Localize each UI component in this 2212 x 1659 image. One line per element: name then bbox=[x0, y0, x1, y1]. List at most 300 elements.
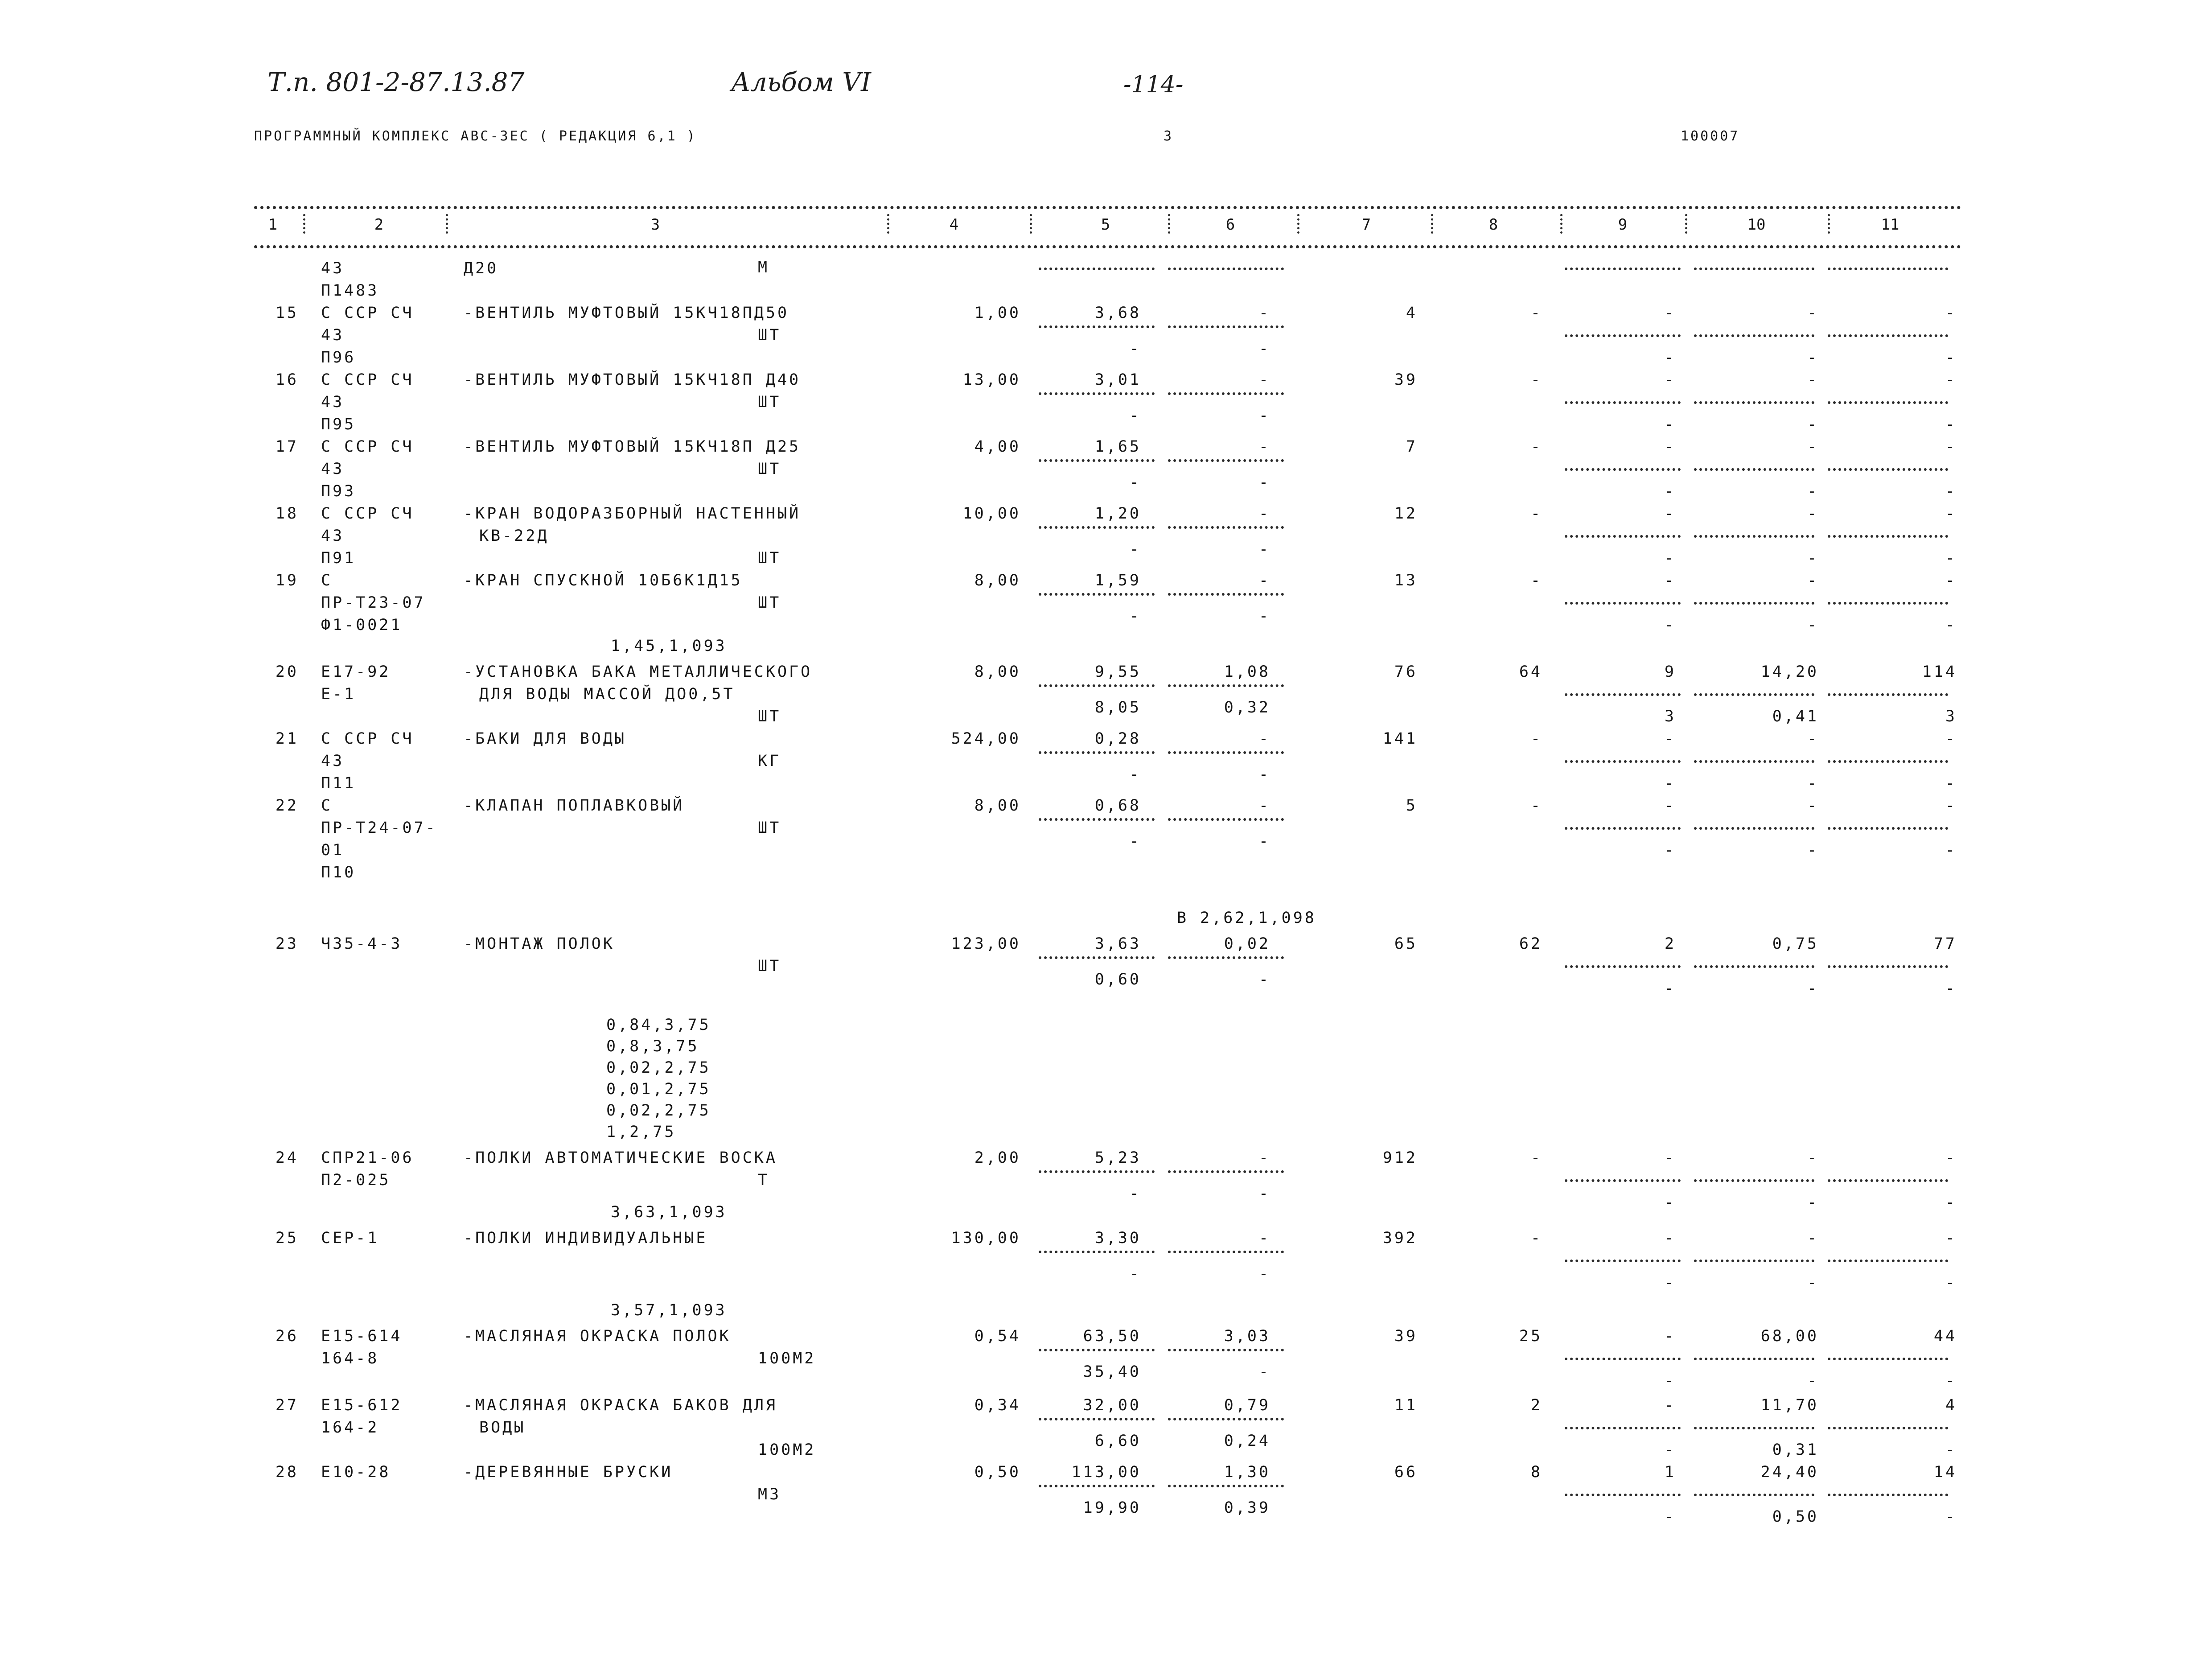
dotted-subtotal-line bbox=[1039, 593, 1155, 596]
project-reference: Т.п. 801-2-87.13.87 bbox=[267, 67, 525, 97]
dotted-subtotal-line bbox=[1694, 334, 1814, 337]
dotted-subtotal-line bbox=[1168, 268, 1284, 270]
dotted-subtotal-line bbox=[1828, 1494, 1948, 1496]
coefficient-line: 0,02,2,75 bbox=[606, 1102, 711, 1120]
column-number: 7 bbox=[1361, 216, 1371, 234]
rate-code-extra: Ф1-0021 bbox=[321, 616, 403, 634]
rate-code-extra: ПР-Т23-07 bbox=[321, 594, 426, 612]
unit: ШТ bbox=[758, 393, 781, 411]
program-title: ПРОГРАММНЫЙ КОМПЛЕКС АВС-3ЕС ( РЕДАКЦИЯ 6,1 ) bbox=[254, 128, 697, 144]
dotted-subtotal-line bbox=[1039, 684, 1155, 687]
unit-cost: 113,00 bbox=[1071, 1463, 1141, 1481]
total-labor-machinists: - bbox=[1945, 549, 1957, 567]
total-labor: 14 bbox=[1933, 1463, 1957, 1481]
unit-cost: 63,50 bbox=[1083, 1327, 1141, 1345]
total-labor: 44 bbox=[1933, 1327, 1957, 1345]
dotted-subtotal-line bbox=[1168, 392, 1284, 395]
dotted-subtotal-line bbox=[1039, 268, 1155, 270]
quantity: 130,00 bbox=[951, 1229, 1021, 1247]
machine-cost-wages: - bbox=[1258, 766, 1270, 783]
total-cost: 39 bbox=[1394, 1327, 1418, 1345]
total-cost: 141 bbox=[1382, 730, 1418, 748]
labor-cost: 25 bbox=[1519, 1327, 1542, 1345]
operation-wages: - bbox=[1664, 1372, 1676, 1390]
total-cost: 11 bbox=[1394, 1396, 1418, 1414]
unit-cost-wages: - bbox=[1129, 832, 1141, 850]
coefficient-line: 0,02,2,75 bbox=[606, 1059, 711, 1077]
total-labor-machinists: 3 bbox=[1945, 708, 1957, 725]
work-description: -МОНТАЖ ПОЛОК bbox=[464, 935, 615, 953]
machine-cost-wages: - bbox=[1258, 540, 1270, 558]
rate-code: Ч35-4-3 bbox=[321, 935, 403, 953]
dotted-subtotal-line bbox=[1828, 468, 1948, 471]
machine-cost-wages: - bbox=[1258, 607, 1270, 625]
dotted-subtotal-line bbox=[1694, 1358, 1814, 1360]
unit-cost: 9,55 bbox=[1094, 663, 1141, 681]
total-labor-machinists: - bbox=[1945, 1508, 1957, 1526]
machine-cost: - bbox=[1258, 304, 1270, 322]
rate-code-extra: П11 bbox=[321, 774, 356, 792]
labor-cost: - bbox=[1530, 1229, 1542, 1247]
dotted-subtotal-line bbox=[1565, 1358, 1681, 1360]
unit-cost: 1,59 bbox=[1094, 572, 1141, 589]
total-labor-machinists: - bbox=[1945, 482, 1957, 500]
operation-cost: 1 bbox=[1664, 1463, 1676, 1481]
labor-hours: 24,40 bbox=[1760, 1463, 1819, 1481]
column-number: 8 bbox=[1488, 216, 1498, 234]
rate-code-extra: П95 bbox=[321, 416, 356, 433]
row-number: 20 bbox=[275, 663, 299, 681]
total-cost: 12 bbox=[1394, 505, 1418, 523]
dotted-subtotal-line bbox=[1168, 1170, 1284, 1173]
rate-code-extra: П2-025 bbox=[321, 1171, 391, 1189]
rate-code-extra: П96 bbox=[321, 349, 356, 366]
dotted-subtotal-line bbox=[1039, 1170, 1155, 1173]
dotted-subtotal-line bbox=[1828, 965, 1948, 968]
machine-cost: - bbox=[1258, 1149, 1270, 1167]
total-labor: - bbox=[1945, 730, 1957, 748]
sheet-number: 3 bbox=[1164, 128, 1174, 144]
dotted-subtotal-line bbox=[1828, 334, 1948, 337]
machine-cost-wages: - bbox=[1258, 1363, 1270, 1381]
dotted-subtotal-line bbox=[1039, 1418, 1155, 1420]
total-labor: - bbox=[1945, 505, 1957, 523]
machine-cost: - bbox=[1258, 438, 1270, 456]
total-cost: 65 bbox=[1394, 935, 1418, 953]
dotted-subtotal-line bbox=[1828, 1358, 1948, 1360]
rate-code-extra: 164-8 bbox=[321, 1350, 379, 1367]
unit: Т bbox=[758, 1171, 770, 1189]
operation-cost: - bbox=[1664, 438, 1676, 456]
coefficient-line: 0,01,2,75 bbox=[606, 1080, 711, 1098]
dotted-subtotal-line bbox=[1565, 334, 1681, 337]
unit-cost-wages: - bbox=[1129, 1265, 1141, 1283]
dotted-subtotal-line bbox=[1565, 760, 1681, 763]
row-number: 25 bbox=[275, 1229, 299, 1247]
operation-wages: - bbox=[1664, 841, 1676, 859]
dotted-subtotal-line bbox=[1565, 535, 1681, 538]
total-labor: - bbox=[1945, 1149, 1957, 1167]
quantity: 524,00 bbox=[951, 730, 1021, 748]
unit: ШТ bbox=[758, 708, 781, 725]
total-cost: 39 bbox=[1394, 371, 1418, 389]
quantity: 8,00 bbox=[974, 572, 1021, 589]
machine-cost-wages: 0,24 bbox=[1224, 1432, 1270, 1450]
operation-cost: - bbox=[1664, 730, 1676, 748]
column-number: 2 bbox=[374, 216, 384, 234]
unit-cost-wages: - bbox=[1129, 407, 1141, 424]
labor-hours-machinists: - bbox=[1807, 416, 1819, 433]
operation-wages: - bbox=[1664, 1274, 1676, 1292]
row-number: 27 bbox=[275, 1396, 299, 1414]
machine-cost: - bbox=[1258, 797, 1270, 815]
dotted-subtotal-line bbox=[1168, 818, 1284, 821]
unit-cost: 0,28 bbox=[1094, 730, 1141, 748]
dotted-subtotal-line bbox=[1168, 751, 1284, 754]
total-labor: - bbox=[1945, 797, 1957, 815]
labor-hours: 0,75 bbox=[1772, 935, 1819, 953]
rate-code-extra: Е-1 bbox=[321, 685, 356, 703]
labor-hours: 68,00 bbox=[1760, 1327, 1819, 1345]
rate-code-extra: П1483 bbox=[321, 282, 379, 300]
unit: ШТ bbox=[758, 326, 781, 344]
machine-cost: - bbox=[1258, 572, 1270, 589]
operation-wages: - bbox=[1664, 980, 1676, 997]
work-description: -КРАН ВОДОРАЗБОРНЫЙ НАСТЕННЫЙ bbox=[464, 505, 801, 523]
labor-hours: - bbox=[1807, 1149, 1819, 1167]
total-labor-machinists: - bbox=[1945, 349, 1957, 366]
dotted-subtotal-line bbox=[1039, 1485, 1155, 1487]
dotted-subtotal-line bbox=[1565, 401, 1681, 404]
work-description: -ПОЛКИ АВТОМАТИЧЕСКИЕ ВОСКА bbox=[464, 1149, 777, 1167]
labor-cost: - bbox=[1530, 730, 1542, 748]
unit-cost: 1,20 bbox=[1094, 505, 1141, 523]
column-number: 10 bbox=[1747, 216, 1766, 234]
rate-code: Е15-612 bbox=[321, 1396, 403, 1414]
operation-wages: - bbox=[1664, 416, 1676, 433]
dotted-subtotal-line bbox=[1565, 693, 1681, 696]
labor-hours-machinists: 0,31 bbox=[1772, 1441, 1819, 1459]
labor-hours-machinists: 0,41 bbox=[1772, 708, 1819, 725]
column-number: 6 bbox=[1225, 216, 1235, 234]
column-separator bbox=[1030, 214, 1034, 234]
coefficient-line: 1,45,1,093 bbox=[611, 637, 727, 655]
unit: М bbox=[758, 259, 770, 276]
dotted-subtotal-line bbox=[1168, 526, 1284, 529]
labor-hours-machinists: - bbox=[1807, 1372, 1819, 1390]
total-labor-machinists: - bbox=[1945, 1274, 1957, 1292]
work-description-cont: ДЛЯ ВОДЫ МАССОЙ ДО0,5Т bbox=[479, 685, 735, 703]
row-number: 15 bbox=[275, 304, 299, 322]
dotted-subtotal-line bbox=[1828, 1427, 1948, 1429]
rate-code-extra: П91 bbox=[321, 549, 356, 567]
operation-cost: 2 bbox=[1664, 935, 1676, 953]
labor-cost: - bbox=[1530, 438, 1542, 456]
labor-hours: - bbox=[1807, 797, 1819, 815]
machine-cost-wages: - bbox=[1258, 1265, 1270, 1283]
quantity: 13,00 bbox=[962, 371, 1021, 389]
unit: ШТ bbox=[758, 819, 781, 837]
total-labor-machinists: - bbox=[1945, 1372, 1957, 1390]
machine-cost: 1,08 bbox=[1224, 663, 1270, 681]
unit-cost-wages: 0,60 bbox=[1094, 971, 1141, 988]
work-description: -КРАН СПУСКНОЙ 10Б6К1Д15 bbox=[464, 572, 743, 589]
column-separator bbox=[1168, 214, 1172, 234]
total-cost: 392 bbox=[1382, 1229, 1418, 1247]
total-cost: 66 bbox=[1394, 1463, 1418, 1481]
unit: ШТ bbox=[758, 594, 781, 612]
machine-cost-wages: - bbox=[1258, 407, 1270, 424]
coefficient-line: 0,8,3,75 bbox=[606, 1037, 699, 1055]
machine-cost: - bbox=[1258, 730, 1270, 748]
machine-cost-wages: - bbox=[1258, 832, 1270, 850]
dotted-subtotal-line bbox=[1828, 827, 1948, 830]
quantity: 1,00 bbox=[974, 304, 1021, 322]
total-labor: - bbox=[1945, 438, 1957, 456]
unit-cost-wages: 6,60 bbox=[1094, 1432, 1141, 1450]
dotted-subtotal-line bbox=[1565, 1260, 1681, 1262]
dotted-subtotal-line bbox=[1039, 818, 1155, 821]
dotted-subtotal-line bbox=[1168, 1349, 1284, 1351]
column-separator bbox=[1560, 214, 1565, 234]
labor-cost: - bbox=[1530, 1149, 1542, 1167]
dotted-subtotal-line bbox=[1565, 468, 1681, 471]
labor-hours-machinists: - bbox=[1807, 549, 1819, 567]
column-number: 11 bbox=[1881, 216, 1900, 234]
dotted-subtotal-line bbox=[1694, 1179, 1814, 1182]
operation-wages: - bbox=[1664, 482, 1676, 500]
dotted-subtotal-line bbox=[1828, 1260, 1948, 1262]
rate-code-extra: 43 bbox=[321, 527, 345, 545]
column-separator bbox=[1431, 214, 1435, 234]
labor-hours-machinists: - bbox=[1807, 1194, 1819, 1211]
dotted-subtotal-line bbox=[1039, 956, 1155, 959]
row-number: 16 bbox=[275, 371, 299, 389]
column-number: 1 bbox=[268, 216, 278, 234]
column-separator bbox=[1685, 214, 1690, 234]
album-label: Альбом VI bbox=[731, 67, 872, 97]
total-labor-machinists: - bbox=[1945, 841, 1957, 859]
labor-cost: - bbox=[1530, 797, 1542, 815]
labor-hours-machinists: - bbox=[1807, 1274, 1819, 1292]
dotted-subtotal-line bbox=[1039, 751, 1155, 754]
column-separator bbox=[446, 214, 450, 234]
dotted-subtotal-line bbox=[1565, 827, 1681, 830]
dotted-subtotal-line bbox=[1694, 1427, 1814, 1429]
dotted-subtotal-line bbox=[1039, 392, 1155, 395]
dotted-subtotal-line bbox=[1565, 1179, 1681, 1182]
operation-cost: - bbox=[1664, 1229, 1676, 1247]
total-labor: - bbox=[1945, 304, 1957, 322]
machine-cost: - bbox=[1258, 1229, 1270, 1247]
unit: 100М2 bbox=[758, 1441, 816, 1459]
rate-code-extra: 43 bbox=[321, 460, 345, 478]
dotted-subtotal-line bbox=[1168, 1418, 1284, 1420]
operation-cost: - bbox=[1664, 304, 1676, 322]
total-cost: 7 bbox=[1406, 438, 1418, 456]
operation-wages: - bbox=[1664, 549, 1676, 567]
unit-cost: 0,68 bbox=[1094, 797, 1141, 815]
work-description: -ДЕРЕВЯННЫЕ БРУСКИ bbox=[464, 1463, 673, 1481]
machine-cost-wages: - bbox=[1258, 473, 1270, 491]
labor-hours-machinists: - bbox=[1807, 616, 1819, 634]
labor-hours-machinists: - bbox=[1807, 841, 1819, 859]
operation-cost: - bbox=[1664, 797, 1676, 815]
dotted-subtotal-line bbox=[1565, 602, 1681, 605]
quantity: 123,00 bbox=[951, 935, 1021, 953]
page-number: -114- bbox=[1123, 71, 1184, 98]
unit-cost-wages: 8,05 bbox=[1094, 699, 1141, 716]
machine-cost-wages: - bbox=[1258, 1185, 1270, 1202]
labor-hours: 11,70 bbox=[1760, 1396, 1819, 1414]
operation-cost: 9 bbox=[1664, 663, 1676, 681]
row-number: 23 bbox=[275, 935, 299, 953]
operation-wages: - bbox=[1664, 1194, 1676, 1211]
dotted-subtotal-line bbox=[1694, 535, 1814, 538]
dotted-subtotal-line bbox=[1694, 1494, 1814, 1496]
quantity: 4,00 bbox=[974, 438, 1021, 456]
rate-code: Е15-614 bbox=[321, 1327, 403, 1345]
coefficient-line: 1,2,75 bbox=[606, 1123, 676, 1141]
labor-hours: - bbox=[1807, 371, 1819, 389]
rate-code-extra: 164-2 bbox=[321, 1419, 379, 1437]
labor-cost: - bbox=[1530, 304, 1542, 322]
dotted-subtotal-line bbox=[1694, 693, 1814, 696]
total-cost: 4 bbox=[1406, 304, 1418, 322]
unit: КГ bbox=[758, 752, 781, 770]
document-code: 100007 bbox=[1681, 128, 1740, 144]
unit-cost: 5,23 bbox=[1094, 1149, 1141, 1167]
work-description: -ВЕНТИЛЬ МУФТОВЫЙ 15КЧ18П Д25 bbox=[464, 438, 801, 456]
labor-cost: 64 bbox=[1519, 663, 1542, 681]
dotted-subtotal-line bbox=[1565, 1494, 1681, 1496]
dotted-subtotal-line bbox=[1168, 684, 1284, 687]
column-number: 3 bbox=[650, 216, 660, 234]
table-top-rule bbox=[254, 206, 1961, 209]
labor-cost: - bbox=[1530, 505, 1542, 523]
quantity: 0,34 bbox=[974, 1396, 1021, 1414]
row-number: 22 bbox=[275, 797, 299, 815]
labor-hours: - bbox=[1807, 505, 1819, 523]
table-header-rule bbox=[254, 245, 1961, 248]
coefficient-line: 3,63,1,093 bbox=[611, 1203, 727, 1221]
labor-hours-machinists: - bbox=[1807, 349, 1819, 366]
quantity: 2,00 bbox=[974, 1149, 1021, 1167]
dotted-subtotal-line bbox=[1039, 325, 1155, 328]
dotted-subtotal-line bbox=[1694, 268, 1814, 270]
rate-code-extra: П10 bbox=[321, 864, 356, 881]
operation-cost: - bbox=[1664, 1327, 1676, 1345]
work-description: -МАСЛЯНАЯ ОКРАСКА БАКОВ ДЛЯ bbox=[464, 1396, 777, 1414]
rate-code-extra: 43 bbox=[321, 393, 345, 411]
dotted-subtotal-line bbox=[1039, 526, 1155, 529]
total-labor-machinists: - bbox=[1945, 416, 1957, 433]
dotted-subtotal-line bbox=[1694, 1260, 1814, 1262]
rate-code: СЕР-1 bbox=[321, 1229, 379, 1247]
row-number: 26 bbox=[275, 1327, 299, 1345]
labor-hours: - bbox=[1807, 572, 1819, 589]
unit-cost-wages: - bbox=[1129, 340, 1141, 358]
machine-cost: 1,30 bbox=[1224, 1463, 1270, 1481]
unit-cost: 32,00 bbox=[1083, 1396, 1141, 1414]
unit: 100М2 bbox=[758, 1350, 816, 1367]
row-number: 18 bbox=[275, 505, 299, 523]
dotted-subtotal-line bbox=[1828, 760, 1948, 763]
total-labor: 114 bbox=[1922, 663, 1957, 681]
dotted-subtotal-line bbox=[1694, 827, 1814, 830]
operation-cost: - bbox=[1664, 1396, 1676, 1414]
column-separator bbox=[1297, 214, 1302, 234]
dotted-subtotal-line bbox=[1694, 965, 1814, 968]
rate-code: Е10-28 bbox=[321, 1463, 391, 1481]
work-description: -МАСЛЯНАЯ ОКРАСКА ПОЛОК bbox=[464, 1327, 731, 1345]
coefficient-line: 0,84,3,75 bbox=[606, 1016, 711, 1034]
work-description: -УСТАНОВКА БАКА МЕТАЛЛИЧЕСКОГО bbox=[464, 663, 813, 681]
dotted-subtotal-line bbox=[1039, 1349, 1155, 1351]
unit-cost: 3,63 bbox=[1094, 935, 1141, 953]
work-description: -ПОЛКИ ИНДИВИДУАЛЬНЫЕ bbox=[464, 1229, 708, 1247]
quantity: 0,50 bbox=[974, 1463, 1021, 1481]
rate-code-extra: 01 bbox=[321, 841, 345, 859]
operation-cost: - bbox=[1664, 371, 1676, 389]
coefficient-line: В 2,62,1,098 bbox=[1177, 909, 1316, 927]
total-labor-machinists: - bbox=[1945, 1441, 1957, 1459]
rate-code: С bbox=[321, 572, 333, 589]
total-labor-machinists: - bbox=[1945, 980, 1957, 997]
labor-cost: 2 bbox=[1530, 1396, 1542, 1414]
operation-wages: - bbox=[1664, 1441, 1676, 1459]
machine-cost: - bbox=[1258, 371, 1270, 389]
rate-code-extra: ПР-Т24-07- bbox=[321, 819, 437, 837]
unit-cost-wages: - bbox=[1129, 473, 1141, 491]
rate-code: С ССР СЧ bbox=[321, 304, 414, 322]
dotted-subtotal-line bbox=[1694, 602, 1814, 605]
quantity: 8,00 bbox=[974, 663, 1021, 681]
rate-code: СПР21-06 bbox=[321, 1149, 414, 1167]
work-description-cont: ВОДЫ bbox=[479, 1419, 526, 1437]
total-labor: - bbox=[1945, 572, 1957, 589]
total-cost: 13 bbox=[1394, 572, 1418, 589]
total-labor: - bbox=[1945, 371, 1957, 389]
rate-code: С ССР СЧ bbox=[321, 371, 414, 389]
quantity: 10,00 bbox=[962, 505, 1021, 523]
dotted-subtotal-line bbox=[1168, 593, 1284, 596]
work-description-cont: КВ-22Д bbox=[479, 527, 549, 545]
column-separator bbox=[303, 214, 308, 234]
labor-hours-machinists: - bbox=[1807, 482, 1819, 500]
rate-code: С ССР СЧ bbox=[321, 438, 414, 456]
machine-cost: 0,79 bbox=[1224, 1396, 1270, 1414]
dotted-subtotal-line bbox=[1168, 956, 1284, 959]
dotted-subtotal-line bbox=[1565, 965, 1681, 968]
operation-cost: - bbox=[1664, 1149, 1676, 1167]
unit: ШТ bbox=[758, 549, 781, 567]
rate-code: С ССР СЧ bbox=[321, 505, 414, 523]
labor-cost: - bbox=[1530, 572, 1542, 589]
total-labor-machinists: - bbox=[1945, 774, 1957, 792]
operation-wages: 3 bbox=[1664, 708, 1676, 725]
machine-cost-wages: - bbox=[1258, 340, 1270, 358]
rate-code: С ССР СЧ bbox=[321, 730, 414, 748]
labor-hours: - bbox=[1807, 304, 1819, 322]
labor-hours: 14,20 bbox=[1760, 663, 1819, 681]
total-labor-machinists: - bbox=[1945, 616, 1957, 634]
unit-cost: 1,65 bbox=[1094, 438, 1141, 456]
dotted-subtotal-line bbox=[1828, 602, 1948, 605]
dotted-subtotal-line bbox=[1168, 1485, 1284, 1487]
unit-cost: 3,01 bbox=[1094, 371, 1141, 389]
dotted-subtotal-line bbox=[1828, 401, 1948, 404]
